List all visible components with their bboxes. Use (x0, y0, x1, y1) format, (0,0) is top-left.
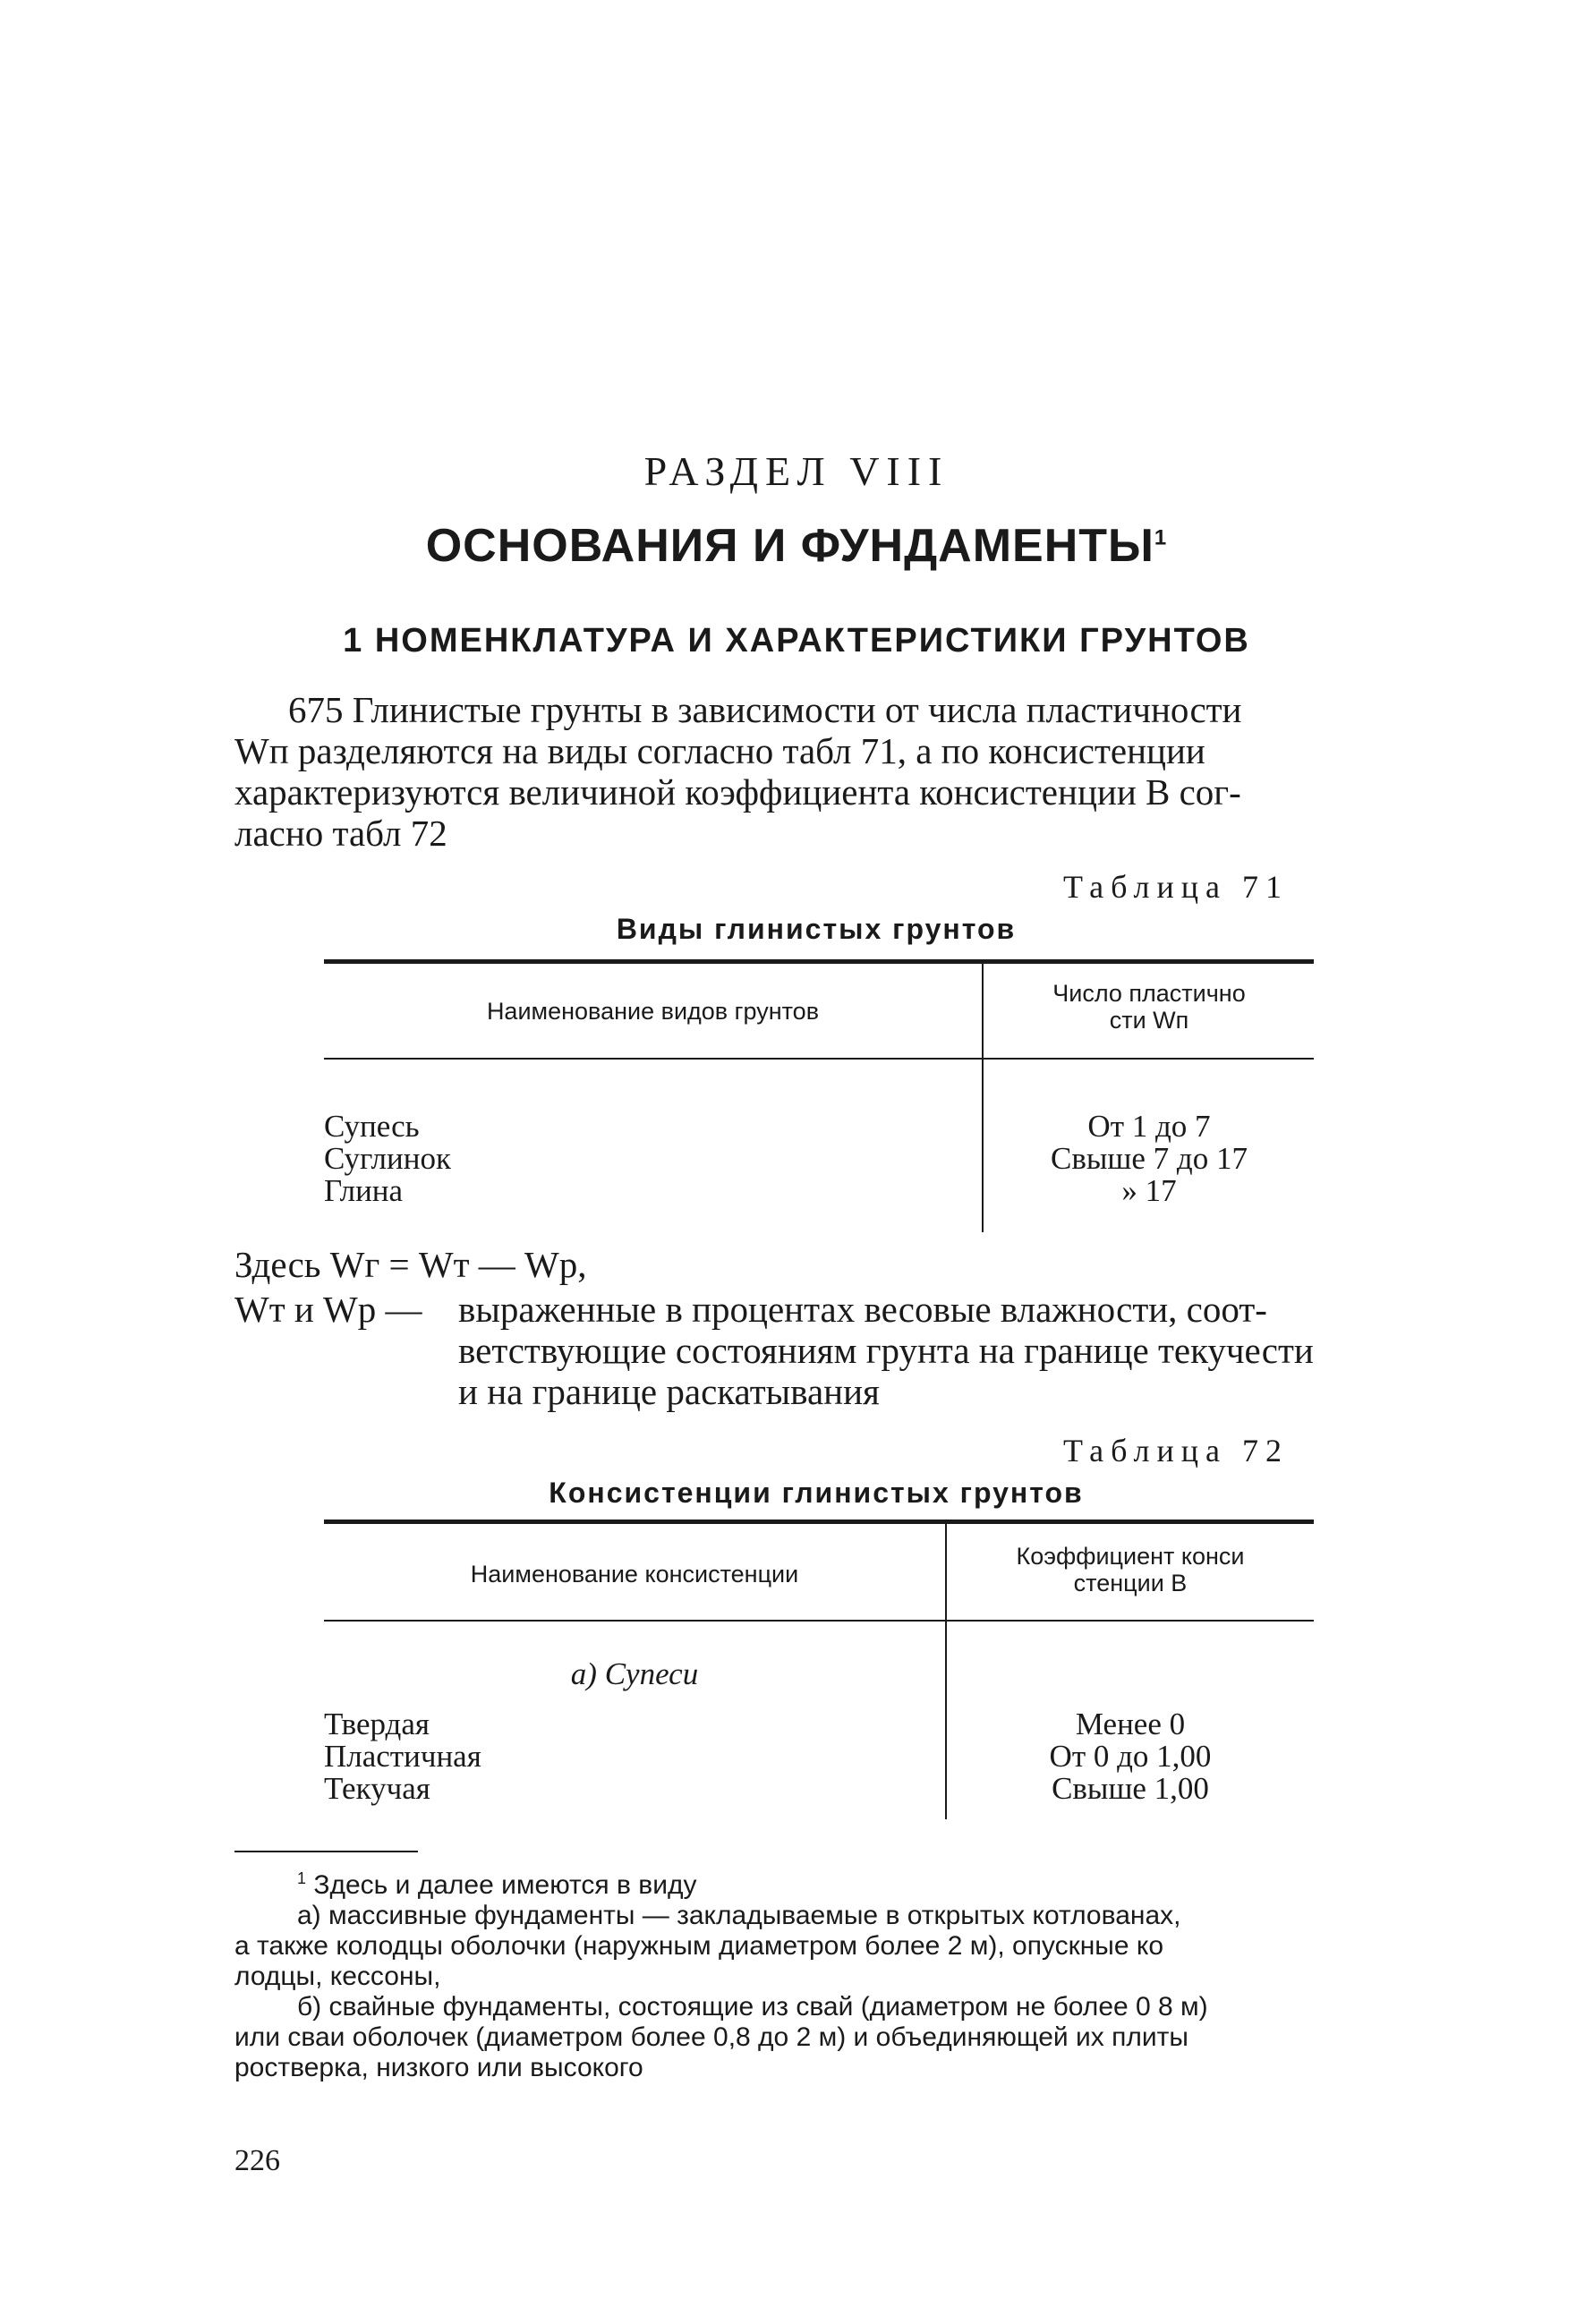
chapter-title: 1 НОМЕНКЛАТУРА И ХАРАКТЕРИСТИКИ ГРУНТОВ (343, 622, 1250, 660)
table-71-column-divider (982, 964, 984, 1232)
table-72-header-value (947, 1543, 1314, 1596)
paragraph-line: характеризуются величиной коэффициента консистенции B сог- (234, 771, 1241, 813)
table-71-header-rule (324, 1058, 1314, 1060)
paragraph-line: ласно табл 72 (234, 813, 447, 854)
footnote-line: ростверка, низкого или высокого (234, 2053, 643, 2082)
table-71-cell-name: Суглинок (324, 1141, 451, 1176)
footnote-line: или сваи оболочек (диаметром более 0,8 до 2 м) и объединяющей их плиты (234, 2022, 1188, 2052)
table-72-header-value-line: стенции B (1073, 1570, 1188, 1596)
table-72-cell-value: Менее 0 (1075, 1707, 1186, 1741)
table-71-cell-name: Глина (324, 1173, 404, 1208)
footnote-line: а) массивные фундаменты — закладываемые в открытых котлованах, (297, 1901, 1181, 1930)
table-71-cell-name: Супесь (324, 1109, 420, 1144)
footnote-line: б) свайные фундаменты, состоящие из свай (диаметром не более 0 8 м) (297, 1992, 1208, 2022)
footnote-line (234, 1863, 1407, 1901)
table-71-label: Таблица 71 (1063, 869, 1289, 905)
footnote-rule (234, 1851, 418, 1852)
table-72-header-rule (324, 1620, 1314, 1622)
formula-explanation-line: и на границе раскатывания (458, 1371, 880, 1412)
formula-explanation (458, 1289, 1407, 1412)
section-title-text: ОСНОВАНИЯ И ФУНДАМЕНТЫ (425, 520, 1154, 572)
table-72-header-value-line: Коэффициент конси (1016, 1543, 1245, 1570)
formula-explanation-line: выраженные в процентах весовые влажности, соот- (458, 1289, 1267, 1330)
table-71-cell-value: От 1 до 7 (1087, 1109, 1211, 1144)
formula-variables: Wт и Wр — (234, 1289, 422, 1330)
table-72-label: Таблица 72 (1063, 1433, 1289, 1468)
table-72-cell-value: Свыше 1,00 (1052, 1771, 1209, 1806)
section-label: РАЗДЕЛ VIII (643, 448, 950, 494)
table-72-cell-name: Пластичная (324, 1739, 481, 1774)
table-71-header-value (984, 980, 1314, 1034)
section-title (0, 519, 1593, 573)
table-72-header-name: Наименование консистенции (470, 1561, 799, 1588)
table-71-top-rule (324, 959, 1314, 964)
table-72-cell-name: Текучая (324, 1771, 430, 1806)
footnote (234, 1863, 1407, 2083)
formula-line: Здесь Wг = Wт — Wр, (234, 1244, 587, 1285)
table-71-cell-value: Свыше 7 до 17 (1051, 1141, 1248, 1176)
table-72-cell-name: Твердая (324, 1707, 430, 1741)
table-72-subheader: а) Супеси (570, 1656, 699, 1691)
paragraph-675 (234, 689, 1407, 854)
table-71-header-value-line: сти Wп (1109, 1007, 1189, 1034)
table-72-caption: Консистенции глинистых грунтов (549, 1477, 1084, 1509)
footnote-line: лодцы, кессоны, (234, 1962, 441, 1991)
table-72-top-rule (324, 1520, 1314, 1524)
table-71-header-value-line: Число пластично (1052, 980, 1246, 1007)
footnote-reference: 1 (1154, 525, 1168, 550)
paragraph-line: 675 Глинистые грунты в зависимости от числа пластичности (288, 689, 1242, 730)
table-71-caption: Виды глинистых грунтов (616, 913, 1017, 945)
table-72-cell-value: От 0 до 1,00 (1049, 1739, 1212, 1774)
table-71-header-name: Наименование видов грунтов (486, 998, 820, 1025)
footnote-line: а также колодцы оболочки (наружным диаметром более 2 м), опускные ко (234, 1931, 1164, 1961)
footnote-text: Здесь и далее имеются в виду (313, 1870, 697, 1900)
formula-explanation-line: ветствующие состояниям грунта на границе текучести (458, 1330, 1314, 1371)
paragraph-line: Wп разделяются на виды согласно табл 71, а по консистенции (234, 730, 1205, 771)
footnote-mark: 1 (297, 1869, 307, 1887)
page-number: 226 (234, 2144, 280, 2177)
table-71-cell-value: » 17 (1121, 1173, 1177, 1208)
